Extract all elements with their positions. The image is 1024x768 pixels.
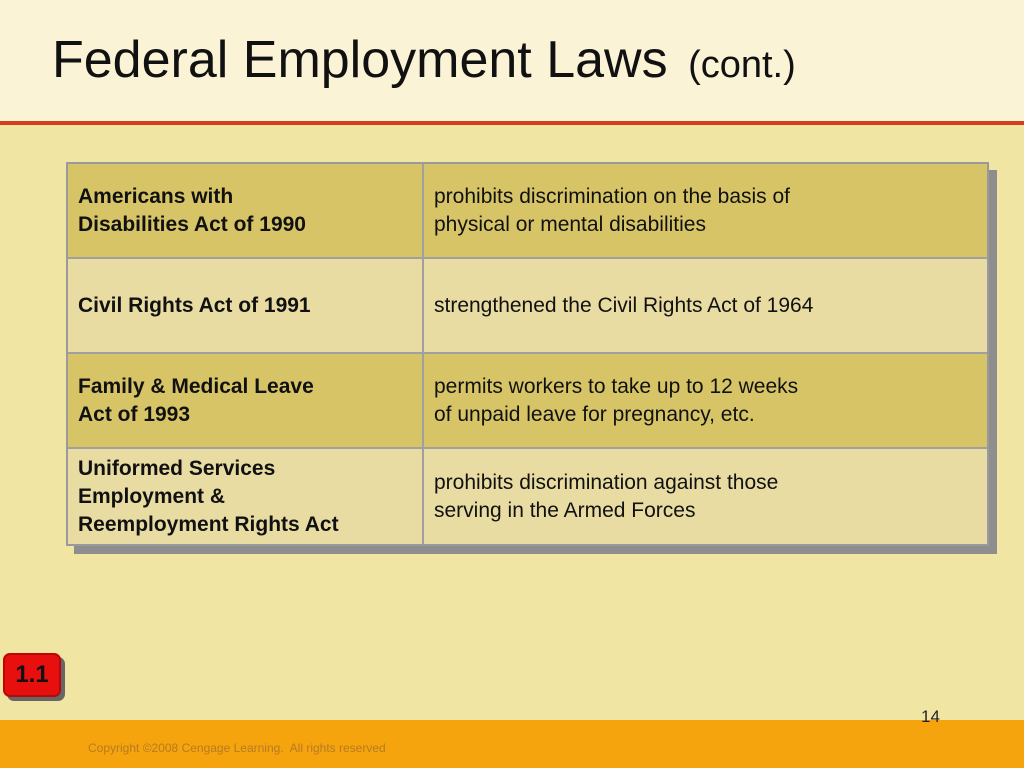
- law-name-cell: [68, 354, 424, 449]
- law-description: prohibits discrimination on the basis of physical or mental disabilities: [434, 184, 791, 236]
- law-name: Americans with Disabilities Act of 1990: [78, 184, 306, 236]
- law-name: Uniformed Services Employment & Reemployment Rights Act: [78, 456, 339, 536]
- law-description-cell: [424, 164, 987, 259]
- slide-title: [52, 30, 796, 95]
- law-name-cell: [68, 259, 424, 354]
- header-divider: [0, 121, 1024, 125]
- law-description-cell: [424, 449, 987, 544]
- law-name: Family & Medical Leave Act of 1993: [78, 374, 314, 426]
- law-description: prohibits discrimination against those serving in the Armed Forces: [434, 470, 779, 522]
- law-description: strengthened the Civil Rights Act of 1964: [434, 293, 814, 317]
- slide-title-main: Federal Employment Laws: [52, 31, 668, 89]
- section-badge-label: 1.1: [3, 653, 61, 697]
- law-description: permits workers to take up to 12 weeks of unpaid leave for pregnancy, etc.: [434, 374, 799, 426]
- law-name-cell: [68, 449, 424, 544]
- copyright-notice: Copyright ©2008 Cengage Learning. All rights reserved: [88, 741, 386, 755]
- law-description-cell: [424, 354, 987, 449]
- slide-header: [0, 0, 1024, 121]
- laws-table: [66, 162, 989, 546]
- law-name: Civil Rights Act of 1991: [78, 293, 311, 317]
- section-badge: [3, 653, 63, 699]
- law-name-cell: [68, 164, 424, 259]
- slide-title-suffix: (cont.): [688, 44, 796, 86]
- law-description-cell: [424, 259, 987, 354]
- page-number: 14: [921, 707, 940, 726]
- laws-table-container: [66, 162, 989, 546]
